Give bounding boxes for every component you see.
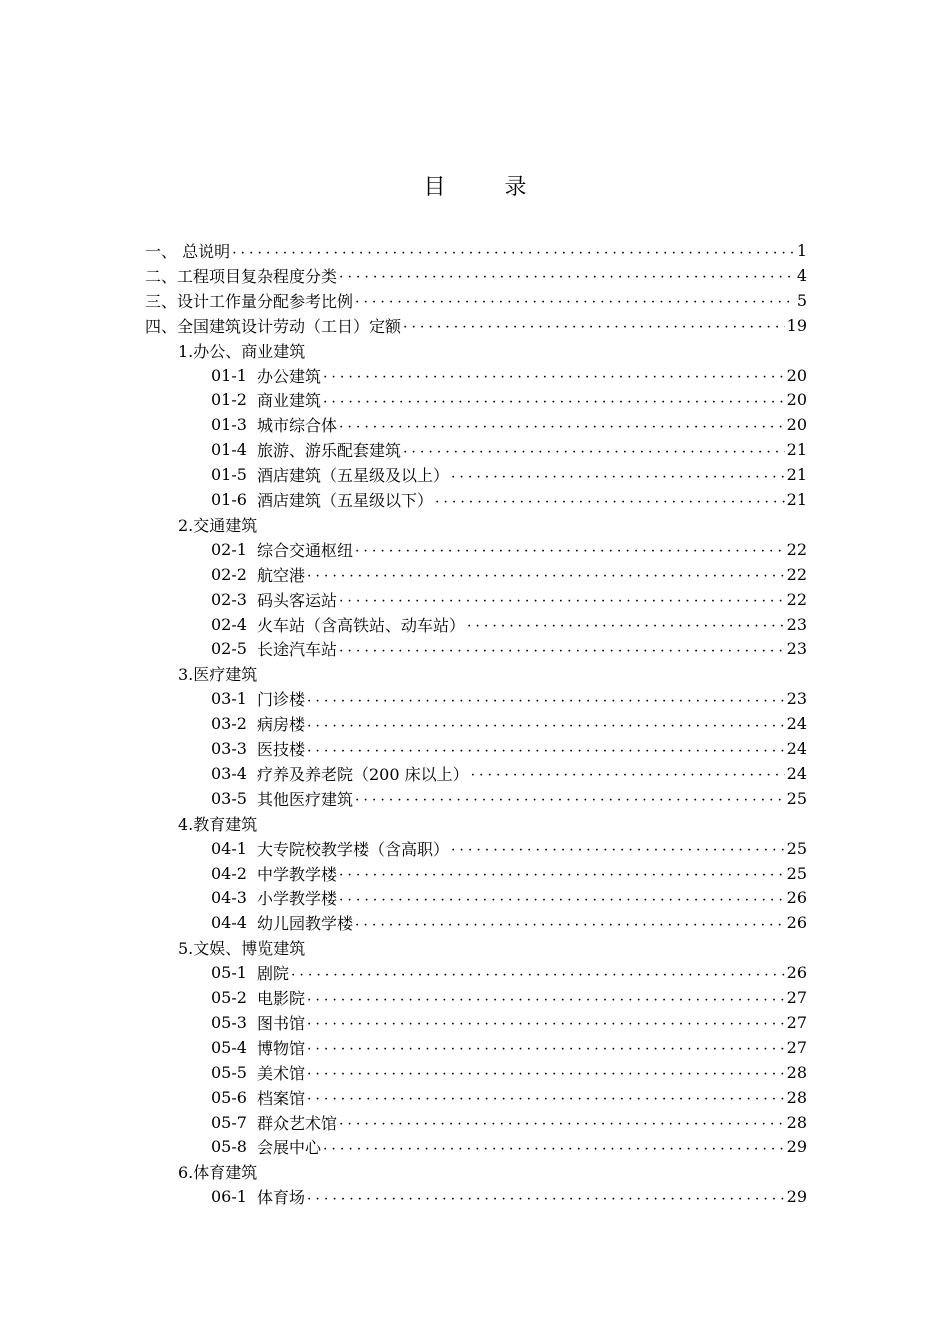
toc-entry-label: 航空港 xyxy=(256,565,305,585)
toc-entry[interactable] xyxy=(211,960,807,985)
toc-entry[interactable] xyxy=(145,238,807,263)
toc-entry[interactable] xyxy=(211,985,807,1010)
toc-entry-label: 门诊楼 xyxy=(256,690,305,710)
toc-leader-dots xyxy=(339,412,785,437)
toc-entry[interactable] xyxy=(211,1134,807,1159)
toc-entry-label: 火车站（含高铁站、动车站） xyxy=(256,615,465,635)
toc-entry[interactable] xyxy=(211,786,807,811)
toc-entry-page: 25 xyxy=(786,788,807,808)
toc-entry-page: 27 xyxy=(786,1012,807,1032)
toc-entry-label: 四、全国建筑设计劳动（工日）定额 xyxy=(145,316,402,336)
toc-entry[interactable] xyxy=(211,910,807,935)
toc-entry-label: 长途汽车站 xyxy=(256,640,337,660)
toc-leader-dots xyxy=(307,985,785,1010)
toc-entry[interactable] xyxy=(211,636,807,661)
toc-entry-page: 26 xyxy=(786,963,807,983)
toc-leader-dots xyxy=(307,711,785,736)
toc-entry-code: 01-5 xyxy=(211,465,247,485)
toc-entry-page: 22 xyxy=(786,564,807,584)
toc-entry[interactable] xyxy=(178,811,257,836)
toc-entry[interactable] xyxy=(145,313,807,338)
toc-entry[interactable] xyxy=(145,263,807,288)
toc-entry-page: 21 xyxy=(786,490,807,509)
toc-entry-label: 4.教育建筑 xyxy=(178,814,258,834)
toc-entry-page: 24 xyxy=(786,763,807,783)
toc-entry-code: 04-1 xyxy=(211,838,247,858)
toc-entry[interactable] xyxy=(211,1110,807,1135)
toc-entry-code: 03-3 xyxy=(211,739,247,758)
toc-entry-label: 中学教学楼 xyxy=(256,864,337,884)
toc-entry-label: 5.文娱、博览建筑 xyxy=(178,939,306,959)
toc-entry-page: 23 xyxy=(786,614,807,634)
toc-entry[interactable] xyxy=(211,363,807,388)
toc-entry[interactable] xyxy=(178,338,305,363)
toc-entry-label: 剧院 xyxy=(256,964,289,984)
toc-entry-code: 03-5 xyxy=(211,788,247,808)
toc-entry-page: 20 xyxy=(786,415,807,435)
toc-leader-dots xyxy=(471,761,785,786)
toc-leader-dots xyxy=(307,1035,785,1060)
toc-entry-code: 05-3 xyxy=(211,1012,247,1032)
toc-entry[interactable] xyxy=(178,512,257,537)
toc-entry-code: 02-4 xyxy=(211,614,247,634)
toc-entry-page: 25 xyxy=(786,863,807,883)
toc-leader-dots xyxy=(307,1010,785,1035)
toc-entry-code: 03-1 xyxy=(211,689,247,709)
toc-entry-page: 22 xyxy=(786,539,807,559)
toc-leader-dots xyxy=(307,1184,785,1209)
toc-entry-code: 05-4 xyxy=(211,1037,247,1057)
toc-entry[interactable] xyxy=(211,1060,807,1085)
toc-entry-code: 05-7 xyxy=(211,1112,247,1132)
toc-entry-label: 病房楼 xyxy=(256,715,305,735)
toc-entry-page: 26 xyxy=(786,913,807,933)
toc-entry[interactable] xyxy=(211,1010,807,1035)
toc-entry[interactable] xyxy=(211,612,807,637)
toc-entry-label: 综合交通枢纽 xyxy=(256,540,353,560)
toc-entry-page: 23 xyxy=(786,689,807,709)
toc-entry[interactable] xyxy=(211,437,807,462)
toc-entry[interactable] xyxy=(211,562,807,587)
toc-entry-label: 美术馆 xyxy=(256,1063,305,1083)
toc-entry-page: 19 xyxy=(786,315,807,335)
toc-entry-code: 05-2 xyxy=(211,988,247,1007)
toc-leader-dots xyxy=(323,387,785,412)
toc-leader-dots xyxy=(403,437,785,462)
toc-entry[interactable] xyxy=(211,412,807,437)
toc-entry-code: 01-6 xyxy=(211,490,247,509)
toc-entry-page: 25 xyxy=(786,838,807,858)
toc-entry[interactable] xyxy=(211,387,807,412)
toc-entry-code: 05-6 xyxy=(211,1087,247,1107)
toc-entry-page: 24 xyxy=(786,739,807,758)
toc-entry-page: 4 xyxy=(796,265,807,285)
toc-entry-page: 27 xyxy=(786,1037,807,1057)
toc-entry-label: 二、工程项目复杂程度分类 xyxy=(145,266,338,286)
toc-entry-code: 04-4 xyxy=(211,913,247,933)
toc-leader-dots xyxy=(339,1110,785,1135)
toc-leader-dots xyxy=(307,1060,785,1085)
toc-entry[interactable] xyxy=(211,885,807,910)
toc-entry[interactable] xyxy=(211,1085,807,1110)
toc-entry-label: 其他医疗建筑 xyxy=(256,789,353,809)
toc-entry-label: 商业建筑 xyxy=(256,391,321,411)
toc-entry-code: 01-2 xyxy=(211,390,247,410)
toc-entry[interactable] xyxy=(211,587,807,612)
toc-entry-label: 幼儿园教学楼 xyxy=(256,914,353,934)
toc-entry-page: 23 xyxy=(786,639,807,659)
toc-entry-label: 酒店建筑（五星级以下） xyxy=(256,491,433,510)
toc-entry-label: 会展中心 xyxy=(256,1138,321,1158)
toc-leader-dots xyxy=(339,587,785,612)
toc-leader-dots xyxy=(355,786,785,811)
toc-entry[interactable] xyxy=(211,487,807,512)
toc-entry-page: 5 xyxy=(796,290,807,310)
toc-entry-code: 03-2 xyxy=(211,714,247,734)
toc-entry-page: 21 xyxy=(786,465,807,485)
toc-entry-page: 28 xyxy=(786,1062,807,1082)
toc-entry-label: 三、设计工作量分配参考比例 xyxy=(145,291,354,311)
toc-entry-label: 办公建筑 xyxy=(256,366,321,386)
toc-leader-dots xyxy=(339,636,785,661)
toc-entry-label: 电影院 xyxy=(256,989,305,1008)
toc-entry-code: 01-4 xyxy=(211,440,247,460)
toc-entry[interactable] xyxy=(211,836,807,861)
toc-entry-page: 22 xyxy=(786,589,807,609)
toc-entry-code: 02-5 xyxy=(211,639,247,659)
toc-leader-dots xyxy=(291,960,785,985)
toc-leader-dots xyxy=(355,537,785,562)
toc-entry-code: 01-3 xyxy=(211,415,247,435)
toc-leader-dots xyxy=(467,612,785,637)
toc-leader-dots xyxy=(451,836,785,861)
toc-entry-label: 酒店建筑（五星级及以上） xyxy=(256,466,449,486)
toc-entry[interactable] xyxy=(211,761,807,786)
toc-entry[interactable] xyxy=(211,537,807,562)
toc-entry-label: 博物馆 xyxy=(256,1038,305,1058)
toc-entry[interactable] xyxy=(211,861,807,886)
toc-entry-label: 3.医疗建筑 xyxy=(178,665,258,685)
toc-entry-label: 大专院校教学楼（含高职） xyxy=(256,839,449,859)
toc-leader-dots xyxy=(323,1134,785,1159)
toc-entry-label: 疗养及养老院（200 床以上） xyxy=(256,764,469,784)
toc-entry-label: 医技楼 xyxy=(256,740,305,759)
toc-leader-dots xyxy=(307,736,785,761)
toc-entry-code: 04-2 xyxy=(211,863,247,883)
toc-entry-page: 27 xyxy=(786,988,807,1007)
toc-entry-label: 体育场 xyxy=(256,1188,305,1208)
toc-entry-label: 一、 总说明 xyxy=(145,242,231,261)
toc-leader-dots xyxy=(355,288,795,313)
toc-entry-label: 群众艺术馆 xyxy=(256,1113,337,1133)
toc-entry-label: 码头客运站 xyxy=(256,590,337,610)
toc-entry[interactable] xyxy=(211,1184,807,1209)
toc-entry-code: 01-1 xyxy=(211,365,247,385)
toc-entry-code: 05-1 xyxy=(211,963,247,983)
toc-leader-dots xyxy=(339,885,785,910)
toc-entry[interactable] xyxy=(211,686,807,711)
toc-entry[interactable] xyxy=(211,1035,807,1060)
page-title: 目 录 xyxy=(423,175,553,200)
toc-entry-label: 档案馆 xyxy=(256,1088,305,1108)
toc-leader-dots xyxy=(307,1085,785,1110)
toc-entry[interactable] xyxy=(211,711,807,736)
toc-leader-dots xyxy=(339,861,785,886)
toc-entry-page: 24 xyxy=(786,714,807,734)
toc-entry-code: 06-1 xyxy=(211,1187,247,1207)
toc-entry-code: 02-2 xyxy=(211,564,247,584)
toc-entry[interactable] xyxy=(211,462,807,487)
toc-entry-page: 29 xyxy=(786,1137,807,1157)
toc-entry-label: 2.交通建筑 xyxy=(178,515,258,535)
toc-entry-label: 图书馆 xyxy=(256,1013,305,1033)
toc-entry[interactable] xyxy=(178,1159,257,1184)
toc-entry[interactable] xyxy=(178,935,305,960)
toc-entry-code: 02-1 xyxy=(211,539,247,559)
toc-entry-page: 29 xyxy=(786,1187,807,1207)
toc-entry-page: 28 xyxy=(786,1087,807,1107)
toc-entry-code: 02-3 xyxy=(211,589,247,609)
toc-entry-label: 6.体育建筑 xyxy=(178,1163,258,1183)
toc-entry-label: 小学教学楼 xyxy=(256,889,337,909)
toc-entry-page: 1 xyxy=(796,241,807,260)
toc-entry[interactable] xyxy=(178,661,257,686)
toc-leader-dots xyxy=(355,910,785,935)
toc-leader-dots xyxy=(339,263,795,288)
toc-entry-page: 28 xyxy=(786,1112,807,1132)
toc-entry-page: 21 xyxy=(786,440,807,460)
toc-entry-label: 城市综合体 xyxy=(256,416,337,436)
toc-entry-label: 旅游、游乐配套建筑 xyxy=(256,441,401,461)
toc-entry-page: 20 xyxy=(786,390,807,410)
toc-leader-dots xyxy=(307,562,785,587)
toc-leader-dots xyxy=(232,238,795,263)
toc-entry-page: 26 xyxy=(786,888,807,908)
toc-leader-dots xyxy=(451,462,785,487)
toc-entry-label: 1.办公、商业建筑 xyxy=(178,341,306,361)
toc-entry-code: 05-5 xyxy=(211,1062,247,1082)
toc-leader-dots xyxy=(435,487,785,512)
toc-entry[interactable] xyxy=(211,736,807,761)
toc-entry-code: 03-4 xyxy=(211,763,247,783)
toc-leader-dots xyxy=(323,363,785,388)
toc-leader-dots xyxy=(307,686,785,711)
toc-entry[interactable] xyxy=(145,288,807,313)
toc-entry-page: 20 xyxy=(786,365,807,385)
toc-leader-dots xyxy=(403,313,785,338)
toc-entry-code: 04-3 xyxy=(211,888,247,908)
toc-entry-code: 05-8 xyxy=(211,1137,247,1157)
